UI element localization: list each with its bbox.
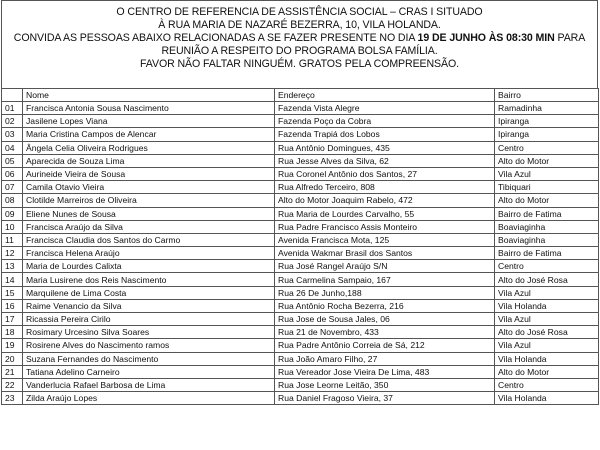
row-bairro: Ipiranga	[495, 115, 599, 128]
table-row	[2, 260, 599, 273]
row-name: Eliene Nunes de Sousa	[23, 207, 275, 220]
invitation-header	[1, 0, 598, 88]
table-row	[2, 299, 599, 312]
table-row	[2, 154, 599, 167]
row-number: 02	[2, 115, 23, 128]
header-line-4: REUNIÃO A RESPEITO DO PROGRAMA BOLSA FAMÍLIA.	[161, 45, 438, 57]
row-name: Tatiana Adelino Carneiro	[23, 365, 275, 378]
table-row	[2, 339, 599, 352]
table-row	[2, 273, 599, 286]
header-line-2: À RUA MARIA DE NAZARÉ BEZERRA, 10, VILA HOLANDA.	[158, 19, 441, 31]
row-name: Francisca Antonia Sousa Nascimento	[23, 102, 275, 115]
row-bairro: Alto do Motor	[495, 154, 599, 167]
row-bairro: Vila Holanda	[495, 352, 599, 365]
row-address: Rua Padre Antônio Correia de Sá, 212	[275, 339, 495, 352]
row-address: Rua Jesse Alves da Silva, 62	[275, 154, 495, 167]
row-name: Maria de Lourdes Calixta	[23, 260, 275, 273]
row-name: Vanderlucia Rafael Barbosa de Lima	[23, 378, 275, 391]
row-bairro: Vila Holanda	[495, 392, 599, 405]
header-line-1: O CENTRO DE REFERENCIA DE ASSISTÊNCIA SOCIAL – CRAS I SITUADO	[116, 6, 483, 18]
row-number: 11	[2, 233, 23, 246]
row-name: Francisca Claudia dos Santos do Carmo	[23, 233, 275, 246]
document-sheet	[1, 0, 598, 449]
row-number: 22	[2, 378, 23, 391]
table-row	[2, 128, 599, 141]
row-name: Suzana Fernandes do Nascimento	[23, 352, 275, 365]
row-number: 08	[2, 194, 23, 207]
table-row	[2, 352, 599, 365]
header-line-3-pre: CONVIDA AS PESSOAS ABAIXO RELACIONADAS A SE FAZER PRESENTE NO DIA	[13, 32, 418, 44]
row-number: 19	[2, 339, 23, 352]
row-bairro: Alto do José Rosa	[495, 326, 599, 339]
row-name: Camila Otavio Vieira	[23, 181, 275, 194]
row-name: Francisca Helena Araújo	[23, 247, 275, 260]
row-name: Clotilde Marreiros de Oliveira	[23, 194, 275, 207]
column-header-bairro: Bairro	[495, 89, 599, 102]
attendee-table	[1, 88, 599, 405]
header-line-3-post: PARA	[554, 32, 586, 44]
row-name: Rosirene Alves do Nascimento ramos	[23, 339, 275, 352]
row-number: 17	[2, 313, 23, 326]
row-address: Rua 26 De Junho,188	[275, 286, 495, 299]
row-name: Aparecida de Souza Lima	[23, 154, 275, 167]
row-address: Rua Carmelina Sampaio, 167	[275, 273, 495, 286]
row-name: Aurineide Vieira de Sousa	[23, 167, 275, 180]
row-number: 06	[2, 167, 23, 180]
row-bairro: Bairro de Fatima	[495, 247, 599, 260]
row-number: 09	[2, 207, 23, 220]
row-number: 16	[2, 299, 23, 312]
row-address: Rua Jose de Sousa Jales, 06	[275, 313, 495, 326]
row-name: Zilda Araújo Lopes	[23, 392, 275, 405]
row-address: Fazenda Trapiá dos Lobos	[275, 128, 495, 141]
row-name: Maria Cristina Campos de Alencar	[23, 128, 275, 141]
row-address: Rua Padre Francisco Assis Monteiro	[275, 220, 495, 233]
row-bairro: Alto do Motor	[495, 194, 599, 207]
row-address: Alto do Motor Joaquim Rabelo, 472	[275, 194, 495, 207]
header-line-3	[2, 32, 597, 45]
row-name: Raime Venancio da Silva	[23, 299, 275, 312]
row-name: Rosimary Urcesino Silva Soares	[23, 326, 275, 339]
row-bairro: Centro	[495, 260, 599, 273]
row-bairro: Vila Azul	[495, 286, 599, 299]
table-row	[2, 115, 599, 128]
row-number: 07	[2, 181, 23, 194]
meeting-date: 19 DE JUNHO ÀS 08:30 MIN	[417, 32, 555, 44]
table-row	[2, 167, 599, 180]
row-bairro: Ipiranga	[495, 128, 599, 141]
table-row	[2, 326, 599, 339]
row-number: 10	[2, 220, 23, 233]
row-number: 13	[2, 260, 23, 273]
table-row	[2, 141, 599, 154]
row-address: Rua Antônio Rocha Bezerra, 216	[275, 299, 495, 312]
row-bairro: Alto do Motor	[495, 365, 599, 378]
table-row	[2, 392, 599, 405]
table-row	[2, 378, 599, 391]
row-bairro: Tibiquari	[495, 181, 599, 194]
table-row	[2, 194, 599, 207]
row-name: Ricassia Pereira Cirilo	[23, 313, 275, 326]
row-number: 12	[2, 247, 23, 260]
row-number: 21	[2, 365, 23, 378]
row-name: Maria Lusirene dos Reis Nascimento	[23, 273, 275, 286]
row-bairro: Vila Azul	[495, 313, 599, 326]
row-name: Ângela Celia Oliveira Rodrigues	[23, 141, 275, 154]
row-address: Rua Antônio Domingues, 435	[275, 141, 495, 154]
column-header-num	[2, 89, 23, 102]
row-address: Rua Maria de Lourdes Carvalho, 55	[275, 207, 495, 220]
row-number: 18	[2, 326, 23, 339]
row-address: Rua Daniel Fragoso Vieira, 37	[275, 392, 495, 405]
table-row	[2, 365, 599, 378]
table-row	[2, 220, 599, 233]
row-number: 14	[2, 273, 23, 286]
row-name: Marquilene de Lima Costa	[23, 286, 275, 299]
row-bairro: Boaviaginha	[495, 233, 599, 246]
column-header-address: Endereço	[275, 89, 495, 102]
row-address: Rua Vereador Jose Vieira De Lima, 483	[275, 365, 495, 378]
row-number: 04	[2, 141, 23, 154]
row-name: Jasilene Lopes Viana	[23, 115, 275, 128]
row-address: Rua João Amaro Filho, 27	[275, 352, 495, 365]
table-row	[2, 247, 599, 260]
table-row	[2, 181, 599, 194]
row-number: 05	[2, 154, 23, 167]
row-address: Avenida Francisca Mota, 125	[275, 233, 495, 246]
table-row	[2, 313, 599, 326]
table-header-row	[2, 89, 599, 102]
row-bairro: Boaviaginha	[495, 220, 599, 233]
row-address: Fazenda Poço da Cobra	[275, 115, 495, 128]
row-bairro: Alto do José Rosa	[495, 273, 599, 286]
row-number: 20	[2, 352, 23, 365]
row-bairro: Centro	[495, 378, 599, 391]
row-number: 23	[2, 392, 23, 405]
row-address: Rua Jose Leorne Leitão, 350	[275, 378, 495, 391]
column-header-name: Nome	[23, 89, 275, 102]
row-address: Rua José Rangel Araújo S/N	[275, 260, 495, 273]
table-row	[2, 233, 599, 246]
table-row	[2, 207, 599, 220]
table-row	[2, 286, 599, 299]
row-bairro: Bairro de Fatima	[495, 207, 599, 220]
row-bairro: Vila Azul	[495, 339, 599, 352]
row-bairro: Ramadinha	[495, 102, 599, 115]
row-address: Fazenda Vista Alegre	[275, 102, 495, 115]
row-address: Rua 21 de Novembro, 433	[275, 326, 495, 339]
row-number: 01	[2, 102, 23, 115]
table-row	[2, 102, 599, 115]
row-address: Avenida Wakmar Brasil dos Santos	[275, 247, 495, 260]
row-address: Rua Alfredo Terceiro, 808	[275, 181, 495, 194]
row-bairro: Vila Azul	[495, 167, 599, 180]
row-bairro: Centro	[495, 141, 599, 154]
row-bairro: Vila Holanda	[495, 299, 599, 312]
row-number: 15	[2, 286, 23, 299]
row-name: Francisca Araújo da Silva	[23, 220, 275, 233]
row-number: 03	[2, 128, 23, 141]
row-address: Rua Coronel Antônio dos Santos, 27	[275, 167, 495, 180]
header-line-5: FAVOR NÃO FALTAR NINGUÉM. GRATOS PELA COMPREENSÃO.	[140, 58, 459, 70]
